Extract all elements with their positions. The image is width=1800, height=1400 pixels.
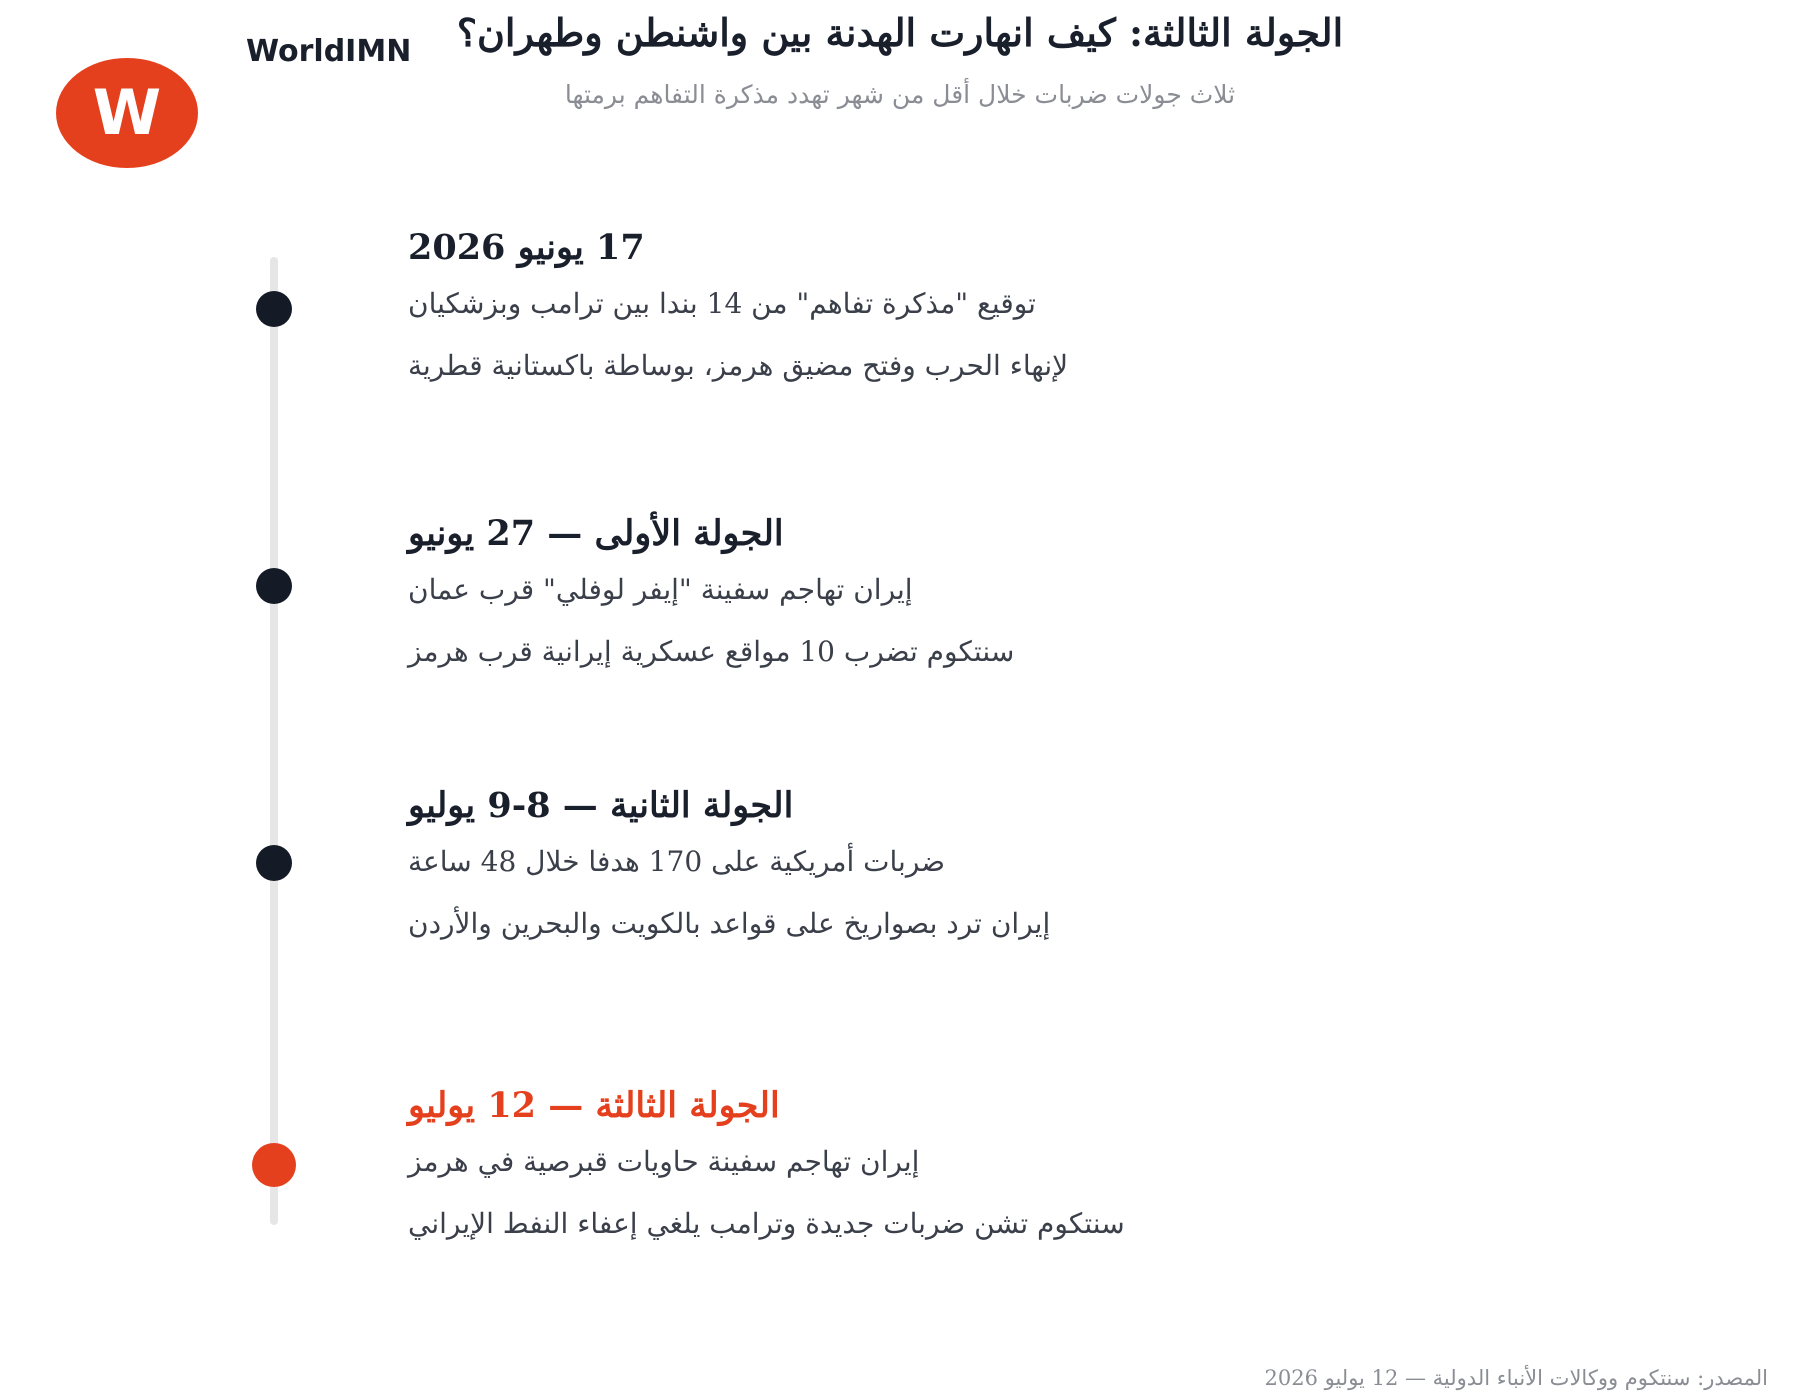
- timeline-event-2: [408, 781, 1308, 955]
- event-heading: الجولة الثانية — 8-9 يوليو: [408, 785, 794, 826]
- event-line: سنتكوم تشن ضربات جديدة وترامب يلغي إعفاء النفط الإيراني: [408, 1207, 1125, 1240]
- brand-name: WorldIMN: [246, 34, 412, 69]
- event-line: إيران تهاجم سفينة "إيفر لوفلي" قرب عمان: [408, 573, 913, 606]
- timeline-event-3: [408, 1081, 1308, 1255]
- timeline-dot-3: [252, 1143, 296, 1187]
- timeline-dot-0: [256, 291, 292, 327]
- timeline-line: [270, 257, 278, 1225]
- timeline-dot-2: [256, 845, 292, 881]
- event-line: لإنهاء الحرب وفتح مضيق هرمز، بوساطة باكستانية قطرية: [408, 349, 1069, 382]
- timeline-event-0: [408, 223, 1308, 397]
- event-line: ضربات أمريكية على 170 هدفا خلال 48 ساعة: [408, 845, 946, 878]
- brand-logo-letter: W: [92, 76, 162, 149]
- event-line: سنتكوم تضرب 10 مواقع عسكرية إيرانية قرب هرمز: [408, 635, 1015, 668]
- event-line: توقيع "مذكرة تفاهم" من 14 بندا بين ترامب وبزشكيان: [408, 287, 1036, 320]
- event-heading: 17 يونيو 2026: [408, 227, 645, 268]
- timeline-event-1: [408, 509, 1308, 683]
- event-heading: الجولة الأولى — 27 يونيو: [408, 513, 784, 554]
- event-heading: الجولة الثالثة — 12 يوليو: [408, 1085, 780, 1126]
- brand-logo: [56, 58, 198, 168]
- event-line: إيران ترد بصواريخ على قواعد بالكويت والبحرين والأردن: [408, 907, 1051, 940]
- event-line: إيران تهاجم سفينة حاويات قبرصية في هرمز: [408, 1145, 920, 1178]
- source-note: المصدر: سنتكوم ووكالات الأنباء الدولية — 12 يوليو 2026: [1264, 1366, 1768, 1390]
- timeline-dot-1: [256, 568, 292, 604]
- page-title: الجولة الثالثة: كيف انهارت الهدنة بين واشنطن وطهران؟: [456, 10, 1344, 55]
- page-subtitle: ثلاث جولات ضربات خلال أقل من شهر تهدد مذكرة التفاهم برمتها: [564, 80, 1236, 109]
